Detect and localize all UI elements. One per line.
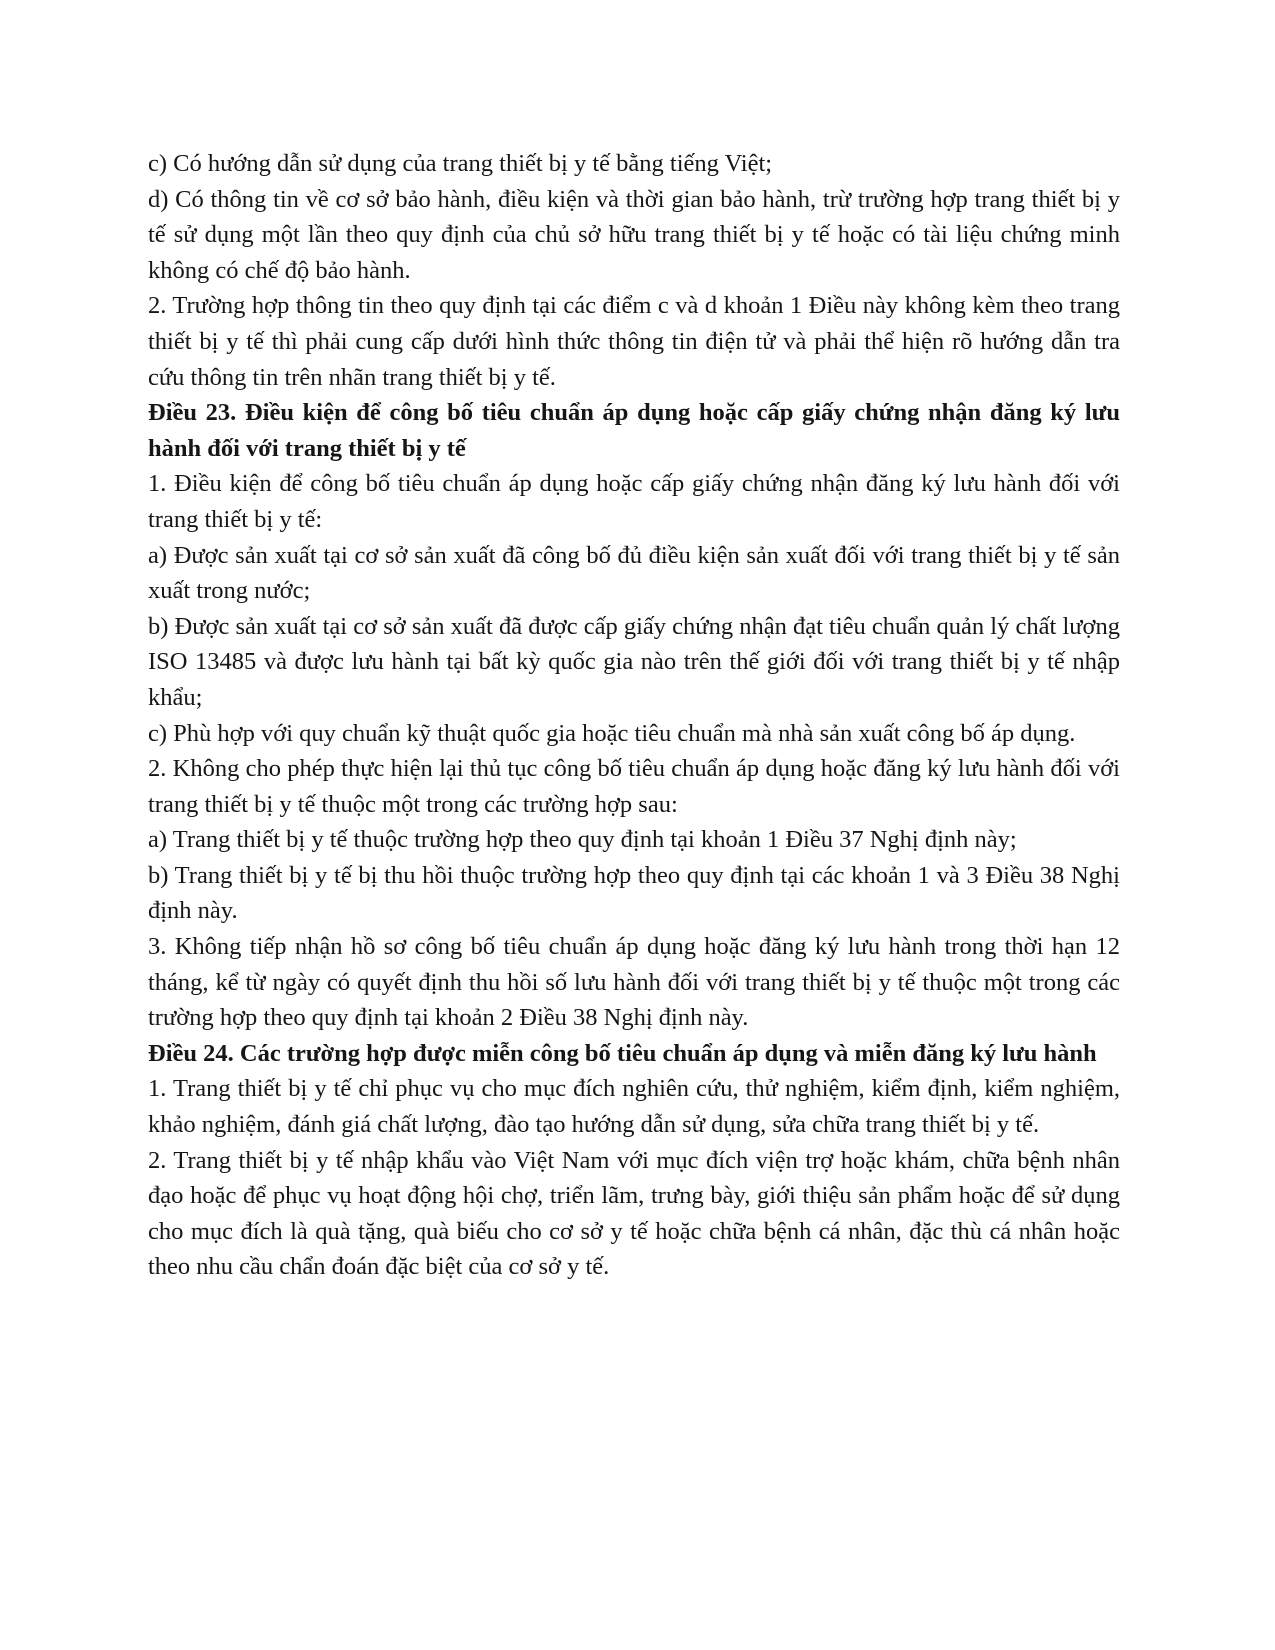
article-23-clause-2: 2. Không cho phép thực hiện lại thủ tục công bố tiêu chuẩn áp dụng hoặc đăng ký lưu hành đối với trang thiết bị y tế thuộc một trong các trường hợp sau:	[148, 755, 1120, 818]
article-23-clause-2-point-a: a) Trang thiết bị y tế thuộc trường hợp theo quy định tại khoản 1 Điều 37 Nghị định này;	[148, 826, 1017, 854]
article-24-heading: Điều 24. Các trường hợp được miễn công bố tiêu chuẩn áp dụng và miễn đăng ký lưu hành	[148, 1039, 1097, 1067]
article-24-clause-1: 1. Trang thiết bị y tế chỉ phục vụ cho mục đích nghiên cứu, thử nghiệm, kiểm định, kiểm nghiệm, khảo nghiệm, đánh giá chất lượng, đào tạo hướng dẫn sử dụng, sửa chữa trang thiết bị y tế.	[148, 1075, 1120, 1139]
article-23-clause-2-point-b: b) Trang thiết bị y tế bị thu hồi thuộc trường hợp theo quy định tại các khoản 1 và 3 Điều 38 Nghị định này.	[148, 861, 1120, 925]
paragraph-point-d: d) Có thông tin về cơ sở bảo hành, điều kiện và thời gian bảo hành, trừ trường hợp trang thiết bị y tế sử dụng một lần theo quy định của chủ sở hữu trang thiết bị y tế hoặc có tài liệu chứng minh không có chế độ bảo hành.	[148, 185, 1120, 284]
article-23-clause-1-point-a: a) Được sản xuất tại cơ sở sản xuất đã công bố đủ điều kiện sản xuất đối với trang thiết bị y tế sản xuất trong nước;	[148, 541, 1120, 605]
article-23-clause-1: 1. Điều kiện để công bố tiêu chuẩn áp dụng hoặc cấp giấy chứng nhận đăng ký lưu hành đối với trang thiết bị y tế:	[148, 470, 1120, 533]
paragraph-point-c: c) Có hướng dẫn sử dụng của trang thiết bị y tế bằng tiếng Việt;	[148, 150, 773, 177]
document-page	[148, 146, 1120, 1285]
article-23-clause-3: 3. Không tiếp nhận hồ sơ công bố tiêu chuẩn áp dụng hoặc đăng ký lưu hành trong thời hạn 12 tháng, kể từ ngày có quyết định thu hồi số lưu hành đối với trang thiết bị y tế thuộc một trong các trường hợp theo quy định tại khoản 2 Điều 38 Nghị định này.	[148, 933, 1120, 1032]
article-23-heading: Điều 23. Điều kiện để công bố tiêu chuẩn áp dụng hoặc cấp giấy chứng nhận đăng ký lưu hành đối với trang thiết bị y tế	[148, 399, 1120, 462]
article-23-clause-1-point-b: b) Được sản xuất tại cơ sở sản xuất đã được cấp giấy chứng nhận đạt tiêu chuẩn quản lý chất lượng ISO 13485 và được lưu hành tại bất kỳ quốc gia nào trên thế giới đối với trang thiết bị y tế nhập khẩu;	[148, 612, 1120, 711]
paragraph-clause-2: 2. Trường hợp thông tin theo quy định tại các điểm c và d khoản 1 Điều này không kèm theo trang thiết bị y tế thì phải cung cấp dưới hình thức thông tin điện tử và phải thể hiện rõ hướng dẫn tra cứu thông tin trên nhãn trang thiết bị y tế.	[148, 292, 1120, 391]
article-24-clause-2: 2. Trang thiết bị y tế nhập khẩu vào Việt Nam với mục đích viện trợ hoặc khám, chữa bệnh nhân đạo hoặc để phục vụ hoạt động hội chợ, triển lãm, trưng bày, giới thiệu sản phẩm hoặc để sử dụng cho mục đích là quà tặng, quà biếu cho cơ sở y tế hoặc chữa bệnh cá nhân, đặc thù cá nhân hoặc theo nhu cầu chẩn đoán đặc biệt của cơ sở y tế.	[148, 1146, 1120, 1281]
article-23-clause-1-point-c: c) Phù hợp với quy chuẩn kỹ thuật quốc gia hoặc tiêu chuẩn mà nhà sản xuất công bố áp dụng.	[148, 719, 1076, 747]
